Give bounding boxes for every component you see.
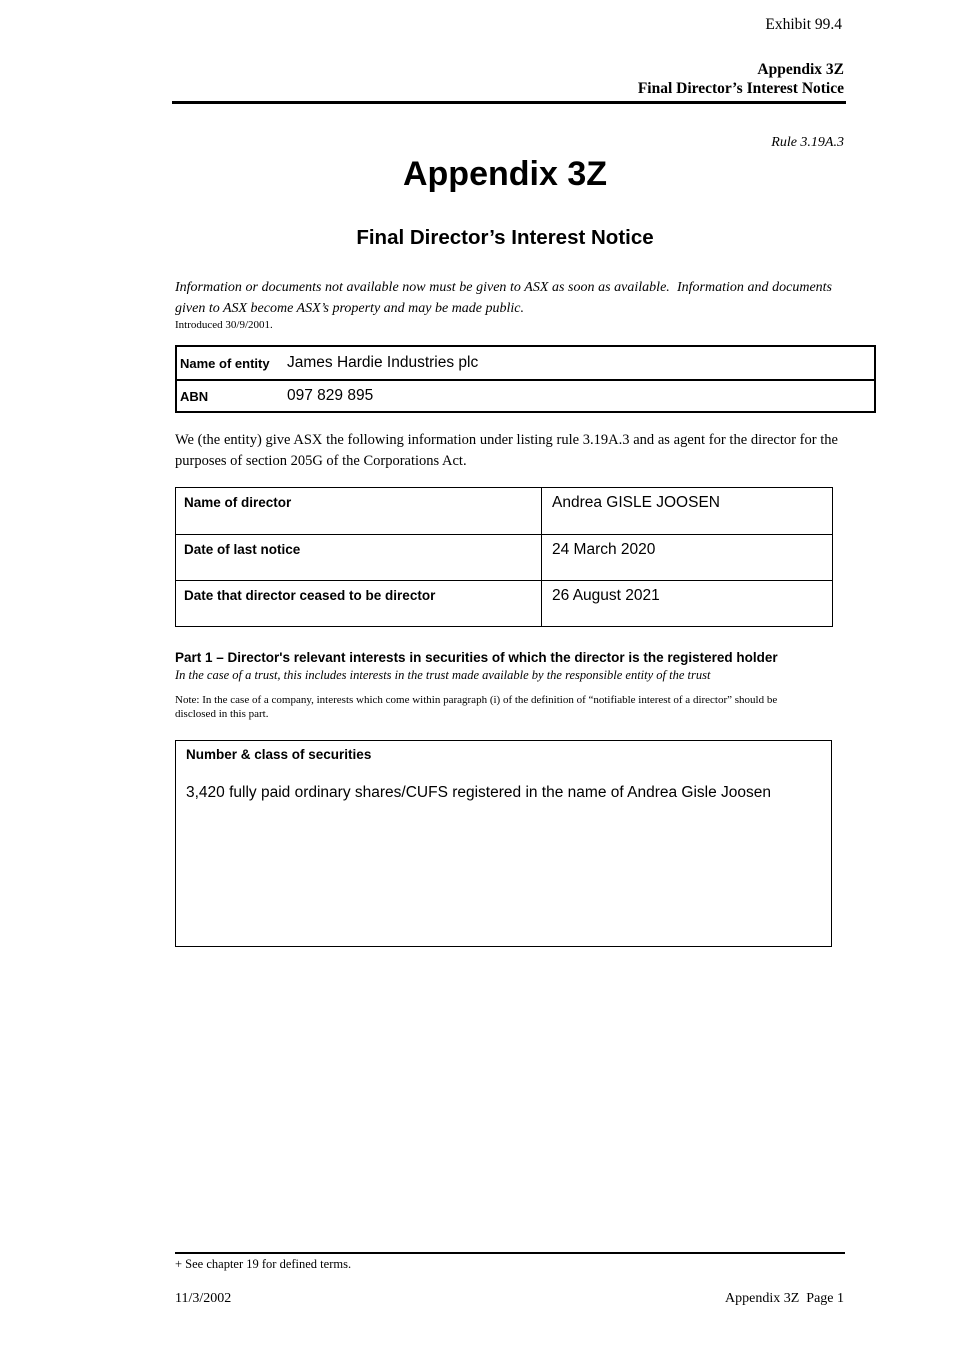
agent-paragraph: We (the entity) give ASX the following information under listing rule 3.19A.3 and as agent for the director for the purposes of section 205G of the Corporations Act. bbox=[175, 432, 838, 469]
table-row bbox=[176, 534, 832, 580]
table-row bbox=[176, 580, 832, 626]
rule-reference: Rule 3.19A.3 bbox=[771, 135, 844, 150]
footer-page-label: Appendix 3Z Page 1 bbox=[725, 1291, 844, 1306]
entity-abn-label: ABN bbox=[180, 388, 209, 404]
entity-name-value: James Hardie Industries plc bbox=[287, 354, 479, 371]
introduced-note: Introduced 30/9/2001. bbox=[175, 319, 273, 331]
table-row bbox=[177, 347, 874, 379]
part1-note: Note: In the case of a company, interests which come within paragraph (i) of the definition of “notifiable interest of a director” should be disclosed in this part. bbox=[175, 694, 778, 720]
intro-paragraph: Information or documents not available now must be given to ASX as soon as available. Information and documents given to ASX become ASX’s property and may be made public. bbox=[175, 280, 832, 316]
entity-table bbox=[175, 345, 876, 413]
director-name-value: Andrea GISLE JOOSEN bbox=[552, 494, 720, 511]
page-title: Appendix 3Z bbox=[402, 155, 608, 193]
document-header-line1: Appendix 3Z bbox=[757, 61, 844, 78]
director-table bbox=[175, 487, 833, 627]
last-notice-date-label: Date of last notice bbox=[176, 535, 542, 580]
footer-divider bbox=[175, 1252, 845, 1254]
table-row bbox=[176, 488, 832, 534]
part1-subheading: In the case of a trust, this includes interests in the trust made available by the responsible entity of the trust bbox=[175, 668, 711, 682]
securities-box-label: Number & class of securities bbox=[186, 747, 372, 762]
entity-name-label: Name of entity bbox=[180, 355, 270, 371]
document-header bbox=[638, 60, 844, 98]
securities-box-content: 3,420 fully paid ordinary shares/CUFS registered in the name of Andrea Gisle Joosen bbox=[186, 784, 772, 801]
securities-box bbox=[175, 740, 832, 947]
director-name-label: Name of director bbox=[176, 488, 542, 534]
last-notice-date-value: 24 March 2020 bbox=[552, 541, 656, 558]
part1-heading: Part 1 – Director's relevant interests in securities of which the director is the registered holder bbox=[175, 650, 778, 665]
entity-abn-value: 097 829 895 bbox=[287, 387, 374, 404]
table-row bbox=[177, 379, 874, 411]
header-divider bbox=[172, 101, 846, 104]
page-subtitle: Final Director’s Interest Notice bbox=[356, 226, 654, 249]
ceased-date-value: 26 August 2021 bbox=[552, 587, 660, 604]
footer-date: 11/3/2002 bbox=[175, 1291, 232, 1306]
footer-defined-terms: + See chapter 19 for defined terms. bbox=[175, 1257, 352, 1271]
document-header-line2: Final Director’s Interest Notice bbox=[637, 80, 844, 97]
ceased-date-label: Date that director ceased to be director bbox=[176, 581, 542, 626]
exhibit-number: Exhibit 99.4 bbox=[765, 16, 842, 33]
